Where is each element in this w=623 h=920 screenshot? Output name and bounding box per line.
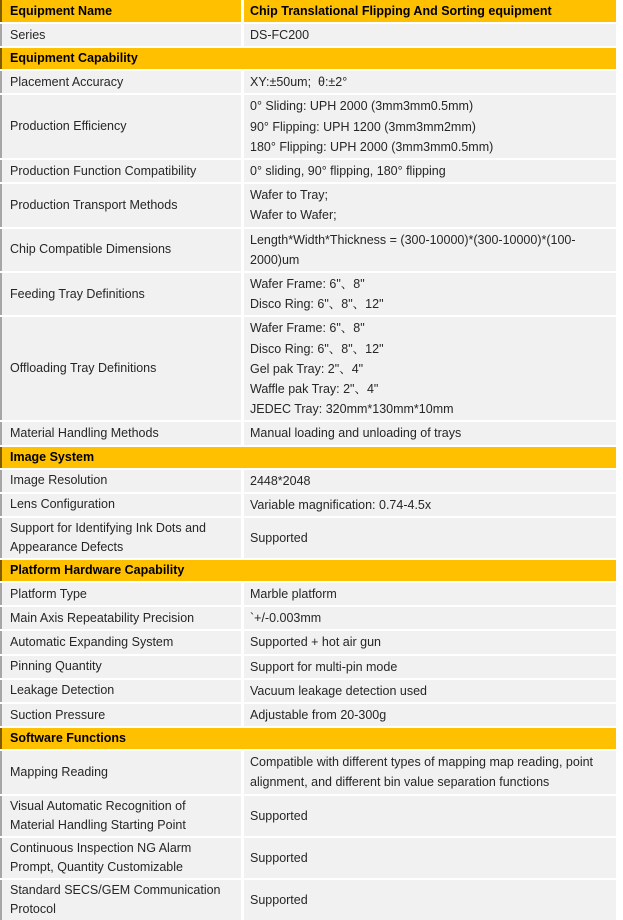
spec-value — [244, 494, 616, 516]
spec-value — [244, 607, 616, 629]
spec-value — [244, 24, 616, 46]
spec-row — [0, 656, 616, 678]
spec-label: Standard SECS/GEM Communication Protocol — [2, 880, 244, 920]
spec-value-line: Marble platform — [250, 587, 337, 602]
spec-value — [244, 317, 616, 420]
spec-row — [0, 796, 616, 836]
spec-value — [244, 71, 616, 93]
section-header-row — [0, 48, 616, 69]
spec-value-line: Gel pak Tray: 2"、4" — [250, 361, 364, 376]
spec-value — [244, 184, 616, 226]
section-title: Image System — [10, 449, 95, 464]
spec-value — [244, 680, 616, 702]
spec-value — [244, 631, 616, 653]
spec-value-line: Wafer Frame: 6"、8" — [250, 277, 365, 292]
spec-label: Production Efficiency — [2, 95, 244, 158]
spec-value-line: Adjustable from 20-300g — [250, 708, 387, 723]
spec-value — [244, 422, 616, 444]
spec-value-line: Supported — [250, 530, 308, 545]
spec-value — [244, 470, 616, 492]
spec-row — [0, 160, 616, 182]
spec-value — [244, 95, 616, 158]
spec-value — [244, 838, 616, 878]
spec-value — [244, 751, 616, 793]
spec-value-line: XY:±50um; θ:±2° — [250, 75, 348, 90]
spec-value-line: Supported + hot air gun — [250, 635, 381, 650]
spec-value — [244, 796, 616, 836]
spec-row — [0, 494, 616, 516]
spec-label: Production Transport Methods — [2, 184, 244, 226]
spec-row — [0, 273, 616, 315]
spec-row — [0, 422, 616, 444]
spec-label: Visual Automatic Recognition of Material Handling Starting Point — [2, 796, 244, 836]
spec-value — [244, 583, 616, 605]
spec-value-line: 180° Flipping: UPH 2000 (3mm3mm0.5mm) — [250, 139, 494, 154]
spec-row — [0, 470, 616, 492]
spec-label: Placement Accuracy — [2, 71, 244, 93]
spec-value-line: Wafer to Tray; — [250, 188, 329, 203]
section-title: Equipment Capability — [10, 51, 138, 66]
spec-label: Lens Configuration — [2, 494, 244, 516]
spec-label: Platform Type — [2, 583, 244, 605]
spec-value-line: Waffle pak Tray: 2"、4" — [250, 382, 379, 397]
spec-row — [0, 631, 616, 653]
spec-row — [0, 751, 616, 793]
spec-row — [0, 229, 616, 271]
spec-row — [0, 95, 616, 158]
spec-row — [0, 607, 616, 629]
spec-value-line: Disco Ring: 6"、8"、12" — [250, 297, 384, 312]
section-title: Software Functions — [10, 731, 126, 746]
spec-value-line: Supported — [250, 808, 308, 823]
spec-value-line: 90° Flipping: UPH 1200 (3mm3mm2mm) — [250, 119, 476, 134]
spec-value-line: Supported — [250, 850, 308, 865]
spec-value-line: Wafer Frame: 6"、8" — [250, 321, 365, 336]
spec-label: Support for Identifying Ink Dots and Appearance Defects — [2, 518, 244, 558]
spec-value-line: Vacuum leakage detection used — [250, 683, 427, 698]
spec-value-line: Compatible with different types of mapping map reading, point alignment, and different bin value separation functions — [250, 755, 597, 790]
section-header-row — [0, 560, 616, 581]
spec-value-line: Wafer to Wafer; — [250, 208, 337, 223]
spec-value-line: Manual loading and unloading of trays — [250, 426, 462, 441]
spec-value — [244, 656, 616, 678]
spec-label: Mapping Reading — [2, 751, 244, 793]
spec-row — [0, 24, 616, 46]
spec-row — [0, 583, 616, 605]
spec-value-line: Variable magnification: 0.74-4.5x — [250, 497, 432, 512]
spec-value-text: Chip Translational Flipping And Sorting equipment — [250, 4, 552, 18]
spec-row — [0, 680, 616, 702]
spec-row — [0, 518, 616, 558]
spec-value — [244, 160, 616, 182]
spec-value-line: Length*Width*Thickness = (300-10000)*(300-10000)*(100-2000)um — [250, 232, 576, 267]
spec-label: Chip Compatible Dimensions — [2, 229, 244, 271]
spec-label: Pinning Quantity — [2, 656, 244, 678]
section-header-row — [0, 447, 616, 468]
spec-label: Equipment Name — [2, 0, 244, 22]
spec-value-line: 0° sliding, 90° flipping, 180° flipping — [250, 164, 446, 179]
spec-row — [0, 838, 616, 878]
spec-value — [244, 704, 616, 726]
spec-label: Series — [2, 24, 244, 46]
spec-label: Offloading Tray Definitions — [2, 317, 244, 420]
section-header-row — [0, 728, 616, 749]
section-title: Platform Hardware Capability — [10, 563, 185, 578]
spec-value-line: Disco Ring: 6"、8"、12" — [250, 341, 384, 356]
spec-value-line: 2448*2048 — [250, 473, 311, 488]
spec-label: Leakage Detection — [2, 680, 244, 702]
spec-value — [244, 229, 616, 271]
spec-row — [0, 71, 616, 93]
spec-label: Main Axis Repeatability Precision — [2, 607, 244, 629]
spec-label: Material Handling Methods — [2, 422, 244, 444]
spec-row — [0, 317, 616, 420]
spec-value-line: Support for multi-pin mode — [250, 659, 398, 674]
spec-value — [244, 518, 616, 558]
spec-label: Continuous Inspection NG Alarm Prompt, Quantity Customizable — [2, 838, 244, 878]
spec-value-line: JEDEC Tray: 320mm*130mm*10mm — [250, 402, 454, 417]
spec-label: Suction Pressure — [2, 704, 244, 726]
spec-row — [0, 704, 616, 726]
spec-value — [244, 880, 616, 920]
spec-value — [244, 273, 616, 315]
spec-value-line: 0° Sliding: UPH 2000 (3mm3mm0.5mm) — [250, 99, 474, 114]
spec-label: Image Resolution — [2, 470, 244, 492]
spec-row — [0, 184, 616, 226]
spec-value-line: Supported — [250, 892, 308, 907]
spec-value — [244, 0, 616, 22]
table-header-row — [0, 0, 616, 22]
spec-value-line: DS-FC200 — [250, 28, 310, 42]
spec-label: Feeding Tray Definitions — [2, 273, 244, 315]
spec-value-line: `+/-0.003mm — [250, 611, 322, 626]
spec-row — [0, 880, 616, 920]
spec-label: Automatic Expanding System — [2, 631, 244, 653]
spec-label: Production Function Compatibility — [2, 160, 244, 182]
